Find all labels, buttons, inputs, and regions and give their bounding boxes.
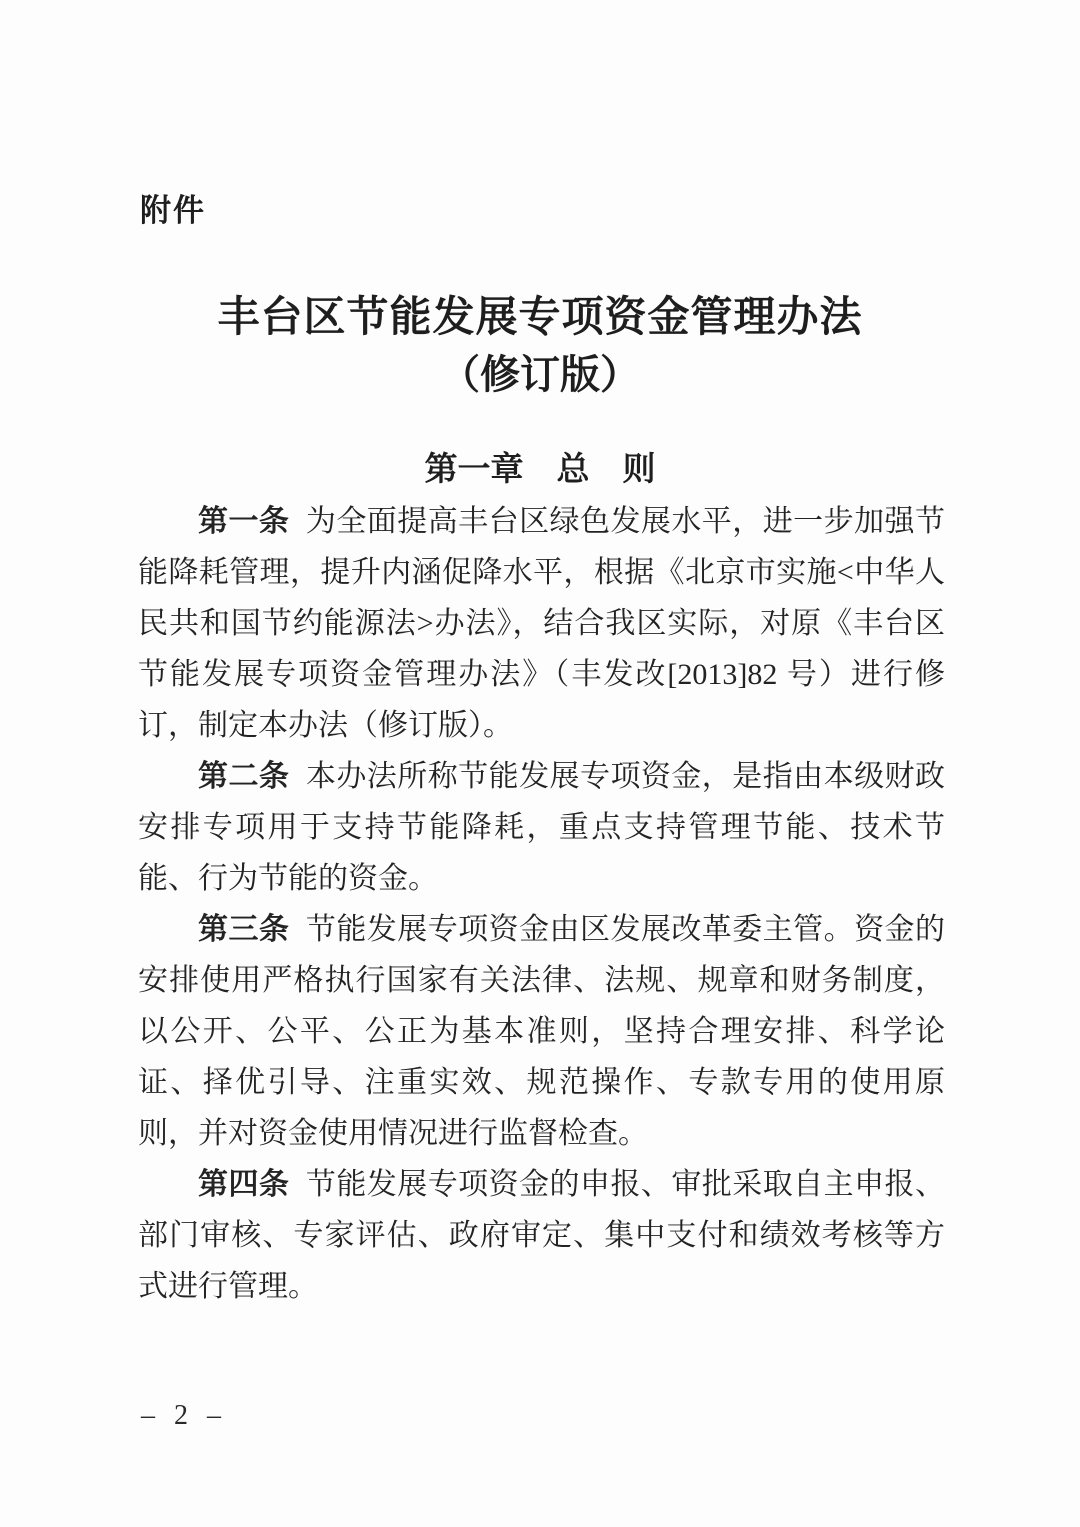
article-paragraph-1 [138,496,945,751]
article-number-2: 第二条 [198,760,290,793]
article-text-1: 为全面提高丰台区绿色发展水平，进一步加强节能降耗管理，提升内涵促降水平，根据《北京市实施<中华人民共和国节约能源法>办法》，结合我区实际，对原《丰台区节能发展专项资金管理办法》（丰发改[2013]82 号）进行修订，制定本办法（修订版）。 [138,505,946,742]
document-title-line2: （修订版） [440,352,640,397]
article-number-4: 第四条 [198,1168,290,1201]
article-text-4: 节能发展专项资金的申报、审批采取自主申报、部门审核、专家评估、政府审定、集中支付和绩效考核等方式进行管理。 [138,1168,946,1303]
article-paragraph-4 [138,1159,945,1312]
attachment-label: 附件 [140,193,206,228]
article-text-3: 节能发展专项资金由区发展改革委主管。资金的安排使用严格执行国家有关法律、法规、规章和财务制度，以公开、公平、公正为基本准则，坚持合理安排、科学论证、择优引导、注重实效、规范操作、专款专用的使用原则，并对资金使用情况进行监督检查。 [138,913,946,1150]
article-paragraph-3 [138,904,945,1159]
chapter-heading: 第一章 总 则 [424,450,656,487]
document-title-line1: 丰台区节能发展专项资金管理办法 [217,295,863,341]
document-title [0,291,1080,401]
page-number: – 2 – [141,1400,227,1431]
article-number-1: 第一条 [198,505,290,538]
document-body [138,496,945,1312]
article-number-3: 第三条 [198,913,290,946]
article-paragraph-2 [138,751,945,904]
article-text-2: 本办法所称节能发展专项资金，是指由本级财政安排专项用于支持节能降耗，重点支持管理节能、技术节能、行为节能的资金。 [138,760,946,895]
